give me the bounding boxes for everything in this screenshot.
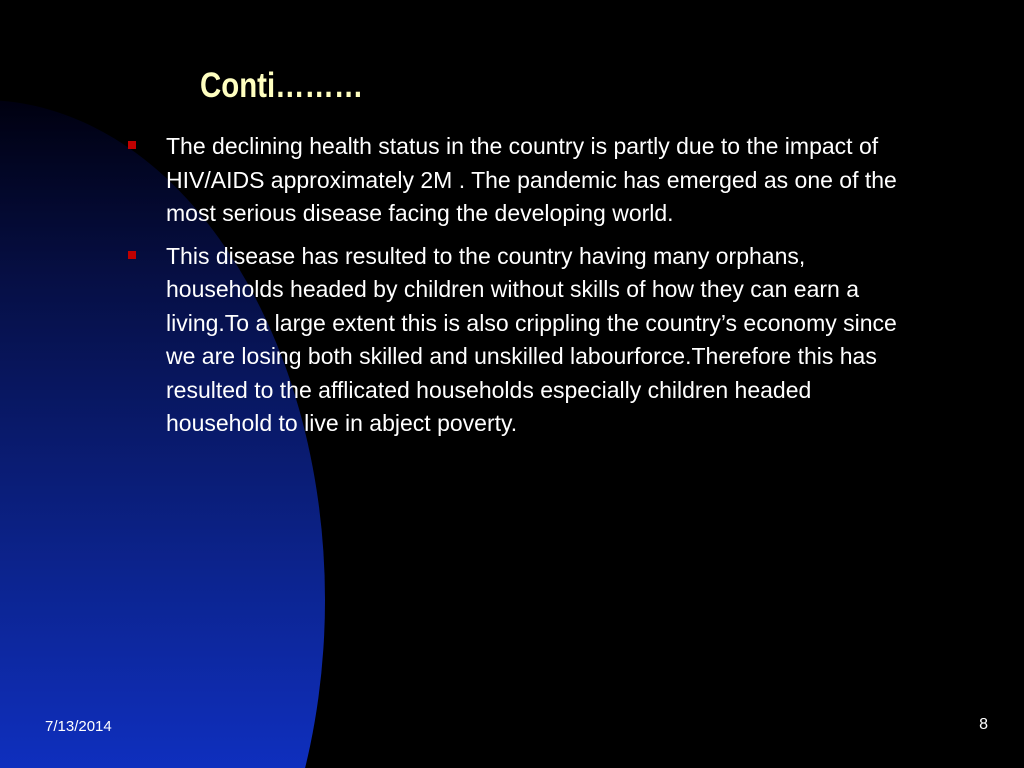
bullet-item bbox=[128, 240, 918, 441]
footer-date: 7/13/2014 bbox=[45, 718, 112, 735]
bullet-item bbox=[128, 130, 918, 231]
bullet-text: The declining health status in the country is partly due to the impact of HIV/AIDS approximately 2M . The pandemic has emerged as one of the most serious disease facing the developing world. bbox=[166, 133, 897, 226]
page-number: 8 bbox=[979, 716, 988, 733]
square-bullet-icon bbox=[128, 141, 136, 149]
slide-title: Conti……… bbox=[200, 66, 364, 105]
bullet-text: This disease has resulted to the country having many orphans, households headed by children without skills of how they can earn a living.To a large extent this is also crippling the country’s economy since we are losing both skilled and unskilled labourforce.Therefore this has resulted to the afflicated households especially children headed household to live in abject poverty. bbox=[166, 242, 897, 436]
square-bullet-icon bbox=[128, 251, 136, 259]
bullet-list bbox=[128, 130, 918, 450]
